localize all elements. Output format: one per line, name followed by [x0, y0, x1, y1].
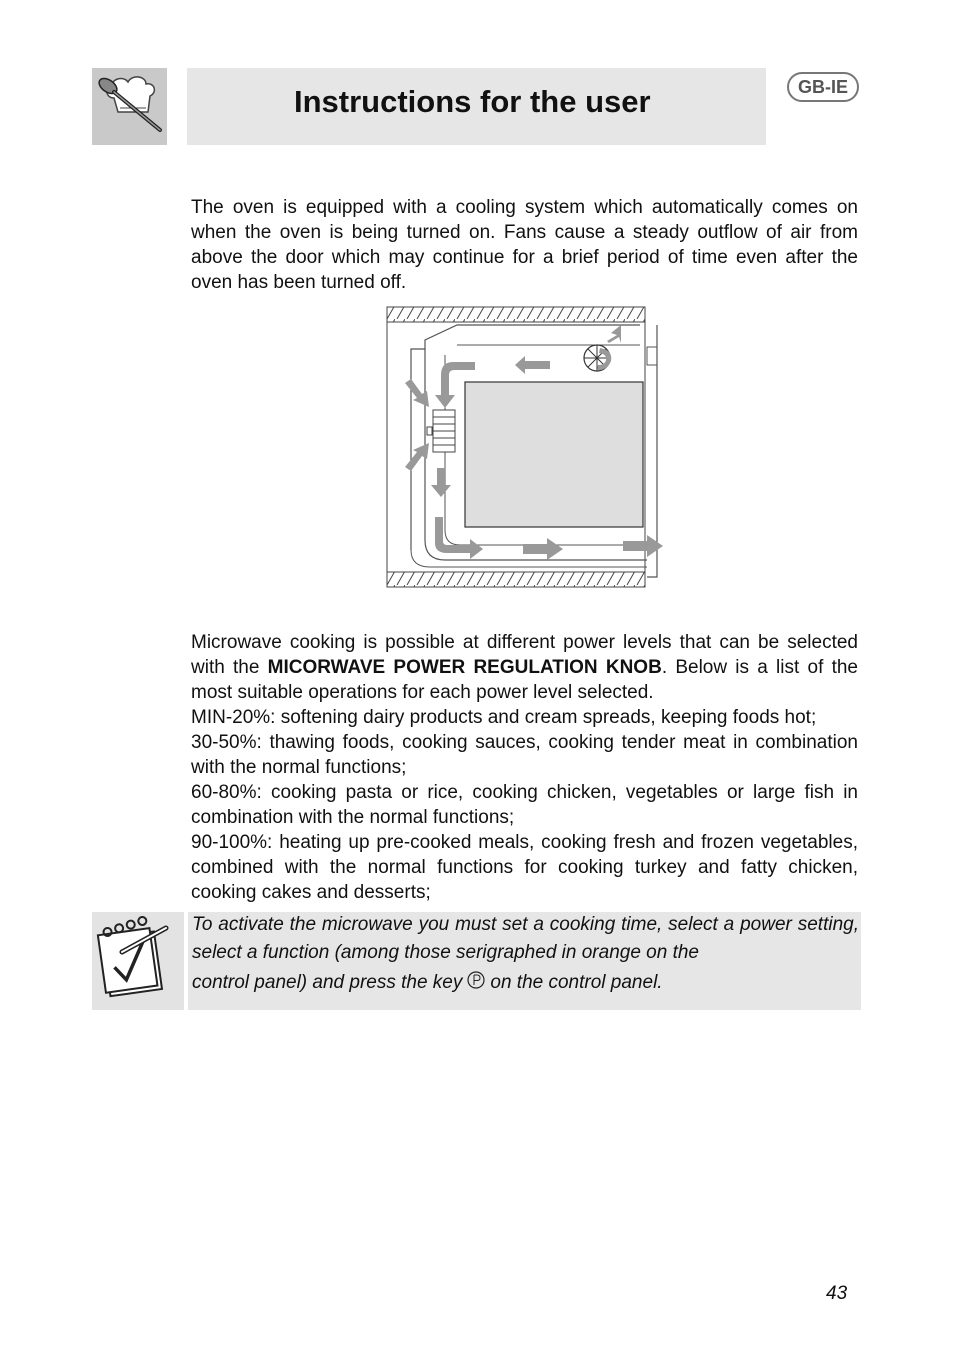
power-level-30-50: 30-50%: thawing foods, cooking sauces, cooking tender meat in combination with the normal functions;: [191, 732, 858, 778]
microwave-intro: [191, 630, 858, 705]
oven-cooling-airflow-diagram: [385, 305, 665, 590]
header-title-box: [187, 68, 766, 145]
notepad-check-icon: [92, 912, 184, 1010]
intro-paragraph: The oven is equipped with a cooling system which automatically comes on when the oven is being turned on. Fans cause a steady outflow of air from above the door which may continue for a brief period of time even after the oven has been turned off.: [191, 197, 858, 293]
power-level-min-20: MIN-20%: softening dairy products and cream spreads, keeping foods hot;: [191, 707, 817, 728]
note-icon-box: [92, 912, 184, 1010]
microwave-intro-after: . Below is a list of the most suitable operations for each power level selected.: [191, 657, 858, 703]
start-key-icon: [466, 970, 486, 996]
microwave-section: [191, 630, 858, 905]
header-icon-box: [92, 68, 167, 145]
page-number: 43: [826, 1283, 848, 1304]
note-before-key: control panel) and press the key: [192, 972, 463, 994]
power-level-90-100: 90-100%: heating up pre-cooked meals, cooking fresh and frozen vegetables, combined with the normal functions for cooking turkey and fatty chicken, cooking cakes and desserts;: [191, 832, 858, 903]
note-box: [188, 912, 861, 1010]
microwave-intro-before: Microwave cooking is possible at different power levels that can be selected with the: [191, 632, 858, 678]
chef-hat-spoon-icon: [92, 68, 167, 145]
note-text: To activate the microwave you must set a cooking time, select a power setting, select a function (among those serigraphed in orange on the: [192, 914, 859, 963]
note-line-with-key: [192, 970, 663, 996]
note-after-key: on the control panel.: [490, 972, 663, 994]
page-title: Instructions for the user: [294, 84, 651, 119]
language-badge: GB-IE: [787, 72, 859, 102]
power-level-60-80: 60-80%: cooking pasta or rice, cooking chicken, vegetables or large fish in combination with the normal functions;: [191, 782, 858, 828]
power-knob-name: MICORWAVE POWER REGULATION KNOB: [267, 657, 662, 678]
